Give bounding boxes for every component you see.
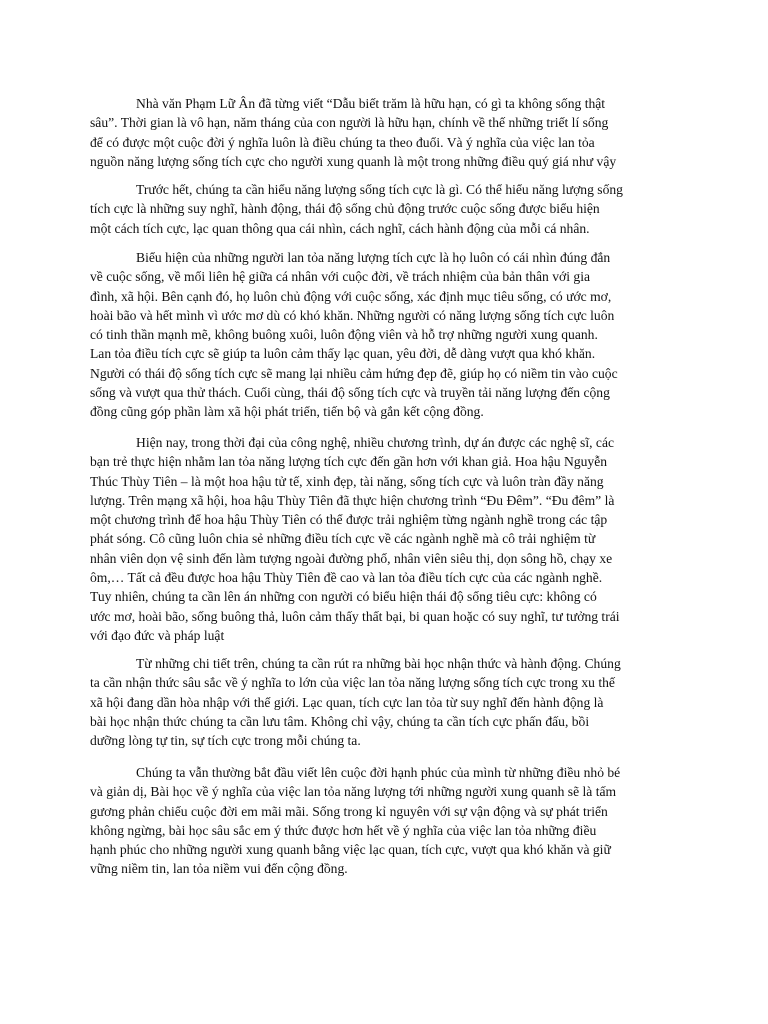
text-line: bạn trẻ thực hiện nhằm lan tỏa năng lượng tích cực đến gần hơn với khan giả. Hoa hậu Nguyễn <box>90 454 608 470</box>
paragraph-examples <box>90 433 690 645</box>
text-line: nguồn năng lượng sống tích cực cho người xung quanh là một trong những điều quý giá như vậy <box>90 153 617 169</box>
text-line: Người có thái độ sống tích cực sẽ mang lại nhiều cảm hứng đẹp đẽ, giúp họ có niềm tin vào cuộc <box>90 365 618 381</box>
text-line: bài học nhận thức chúng ta cần lưu tâm. Không chỉ vậy, chúng ta cần tích cực phấn đấu, bồi <box>90 713 590 729</box>
text-line: ước mơ, hoài bão, sống buông thả, luôn cảm thấy thất bại, bi quan hoặc có suy nghĩ, tư tưởng trái <box>90 608 620 624</box>
text-line: Lan tỏa điều tích cực sẽ giúp ta luôn cảm thấy lạc quan, yêu đời, dễ dàng vượt qua khó khăn. <box>90 346 596 362</box>
text-line: không ngừng, bài học sâu sắc em ý thức được hơn hết về ý nghĩa của việc lan tỏa những điều <box>90 822 597 838</box>
text-line: để có được một cuộc đời ý nghĩa luôn là điều chúng ta theo đuổi. Và ý nghĩa của việc lan tỏa <box>90 134 595 150</box>
paragraph-conclusion <box>90 763 690 879</box>
paragraph-definition <box>90 180 690 238</box>
text-line: Từ những chi tiết trên, chúng ta cần rút ra những bài học nhận thức và hành động. Chúng <box>136 656 621 671</box>
text-line: một chương trình để hoa hậu Thùy Tiên có thể được trải nghiệm từng ngành nghề trong các tập <box>90 512 608 528</box>
text-line: có tinh thần mạnh mẽ, không buông xuôi, luôn động viên và hỗ trợ những người xung quanh. <box>90 327 598 343</box>
text-line: Biểu hiện của những người lan tỏa năng lượng tích cực là họ luôn có cái nhìn đúng đắn <box>136 250 611 265</box>
text-line: dưỡng lòng tự tin, sự tích cực trong mỗi chúng ta. <box>90 733 361 749</box>
text-line: lượng. Trên mạng xã hội, hoa hậu Thùy Tiên đã thực hiện chương trình “Đu Đêm”. “Đu đêm” là <box>90 492 615 508</box>
text-line: đồng cũng góp phần làm xã hội phát triển, tiến bộ và gắn kết cộng đồng. <box>90 404 484 420</box>
text-line: với đạo đức và pháp luật <box>90 627 225 643</box>
text-line: xã hội đang dần hòa nhập với thế giới. Lạc quan, tích cực lan tỏa từ suy nghĩ đến hành động là <box>90 694 604 710</box>
text-line: hạnh phúc cho những người xung quanh bằng việc lạc quan, tích cực, vượt qua khó khăn và giữ <box>90 842 611 858</box>
text-line: ta cần nhận thức sâu sắc về ý nghĩa to lớn của việc lan tỏa năng lượng sống tích cực trong xu thế <box>90 675 615 691</box>
paragraph-intro <box>90 94 690 171</box>
text-line: phát sóng. Cô cũng luôn chia sẻ những điều tích cực về các ngành nghề mà cô trải nghiệm từ <box>90 531 596 547</box>
paragraph-expression <box>90 248 690 422</box>
text-line: và giản dị, Bài học về ý nghĩa của việc lan tỏa năng lượng tới những người xung quanh sẽ là tấm <box>90 784 617 800</box>
text-line: nhân viên dọn vệ sinh đến làm tượng ngoài đường phố, nhân viên siêu thị, dọn sông hồ, chạy xe <box>90 550 613 566</box>
paragraph-lessons <box>90 654 690 750</box>
text-line: vững niềm tin, lan tỏa niềm vui đến cộng đồng. <box>90 861 348 877</box>
text-line: gương phản chiếu cuộc đời em mãi mãi. Sống trong kỉ nguyên với sự vận động và sự phát triển <box>90 803 608 819</box>
text-line: về cuộc sống, về mối liên hệ giữa cá nhân với cuộc đời, về trách nhiệm của bản thân với gia <box>90 269 591 285</box>
text-line: tích cực là những suy nghĩ, hành động, thái độ sống chủ động trước cuộc sống được biểu hiện <box>90 201 600 217</box>
text-line: Tuy nhiên, chúng ta cần lên án những con người có biểu hiện thái độ sống tiêu cực: không có <box>90 589 597 605</box>
text-line: Chúng ta vẫn thường bắt đầu viết lên cuộc đời hạnh phúc của mình từ những điều nhỏ bé <box>136 765 621 780</box>
text-line: hoài bão và hết mình vì ước mơ dù có khó khăn. Những người có năng lượng sống tích cực luôn <box>90 307 615 323</box>
text-line: Trước hết, chúng ta cần hiểu năng lượng sống tích cực là gì. Có thể hiểu năng lượng sống <box>136 182 623 197</box>
text-line: ôm,… Tất cả đều được hoa hậu Thùy Tiên đề cao và lan tỏa điều tích cực của các ngành nghề. <box>90 570 603 586</box>
text-line: Thúc Thùy Tiên – là một hoa hậu tử tế, xinh đẹp, tài năng, sống tích cực và luôn tràn đầy năng <box>90 473 604 489</box>
text-line: Hiện nay, trong thời đại của công nghệ, nhiều chương trình, dự án được các nghệ sĩ, các <box>136 435 615 450</box>
text-line: Nhà văn Phạm Lữ Ân đã từng viết “Dẫu biết trăm là hữu hạn, có gì ta không sống thật <box>136 96 606 111</box>
text-line: một cách tích cực, lạc quan thông qua cái nhìn, cách nghĩ, cách hành động của mỗi cá nhân. <box>90 220 590 236</box>
text-line: đình, xã hội. Bên cạnh đó, họ luôn chủ động với cuộc sống, xác định mục tiêu sống, có ước mơ, <box>90 288 612 304</box>
text-line: sâu”. Thời gian là vô hạn, năm tháng của con người là hữu hạn, chính về thế những triết lí sống <box>90 115 609 131</box>
text-line: sống và vượt qua thử thách. Cuối cùng, thái độ sống tích cực và truyền tải năng lượng đến cộng <box>90 385 610 401</box>
